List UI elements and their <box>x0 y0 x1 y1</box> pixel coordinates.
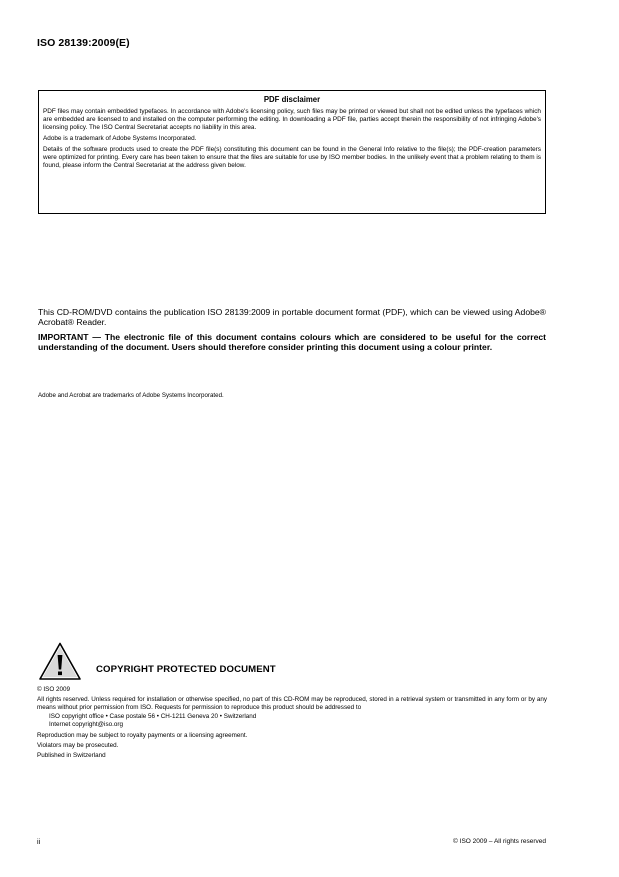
warning-icon <box>38 641 82 681</box>
trademark-note: Adobe and Acrobat are trademarks of Adobe Systems Incorporated. <box>38 392 224 399</box>
footer-rights: © ISO 2009 – All rights reserved <box>453 838 546 845</box>
copyright-violators: Violators may be prosecuted. <box>37 742 119 749</box>
disclaimer-title: PDF disclaimer <box>263 95 321 104</box>
document-id-header: ISO 28139:2009(E) <box>37 37 130 49</box>
copyright-heading: COPYRIGHT PROTECTED DOCUMENT <box>96 664 276 675</box>
copyright-year: © ISO 2009 <box>37 686 70 693</box>
copyright-reproduction: Reproduction may be subject to royalty payments or a licensing agreement. <box>37 732 248 739</box>
footer-page-number: ii <box>37 837 41 846</box>
important-notice: IMPORTANT — The electronic file of this document contains colours which are considered to be useful for the correct understanding of the document. Users should therefore consider printing this document using a colour printer. <box>38 331 546 353</box>
intro-paragraph: This CD-ROM/DVD contains the publication ISO 28139:2009 in portable document format (PDF), which can be viewed using Adobe® Acrobat® Reader. <box>38 307 546 328</box>
copyright-address: ISO copyright office • Case postale 56 • CH-1211 Geneva 20 • Switzerland <box>49 713 257 720</box>
copyright-published: Published in Switzerland <box>37 752 106 759</box>
copyright-internet: Internet copyright@iso.org <box>49 721 123 728</box>
disclaimer-paragraph-details: Details of the software products used to create the PDF file(s) constituting this document can be found in the General Info relative to the file(s); the PDF-creation parameters were optimized for printing. Every care has been taken to ensure that the files are suitable for use by ISO member bodies. In the unlikely event that a problem relating to them is found, please inform the Central Secretariat at the address given below. <box>43 145 541 170</box>
copyright-rights-text: All rights reserved. Unless required for installation or otherwise specified, no part of this CD-ROM may be reproduced, stored in a retrieval system or transmitted in any form or by any means without prior permission from ISO. Requests for permission to reproduce this product should be addressed to <box>37 696 547 711</box>
pdf-disclaimer-box <box>38 90 546 214</box>
disclaimer-paragraph-trademark: Adobe is a trademark of Adobe Systems Incorporated. <box>43 135 197 143</box>
disclaimer-paragraph-typefaces: PDF files may contain embedded typefaces. In accordance with Adobe's licensing policy, such files may be printed or viewed but shall not be edited unless the typefaces which are embedded are licensed to and installed on the computer performing the editing. In downloading a PDF file, parties accept therein the responsibility of not infringing Adobe's licensing policy. The ISO Central Secretariat accepts no liability in this area. <box>43 108 541 132</box>
main-notice <box>38 307 546 353</box>
copyright-block <box>37 686 547 762</box>
